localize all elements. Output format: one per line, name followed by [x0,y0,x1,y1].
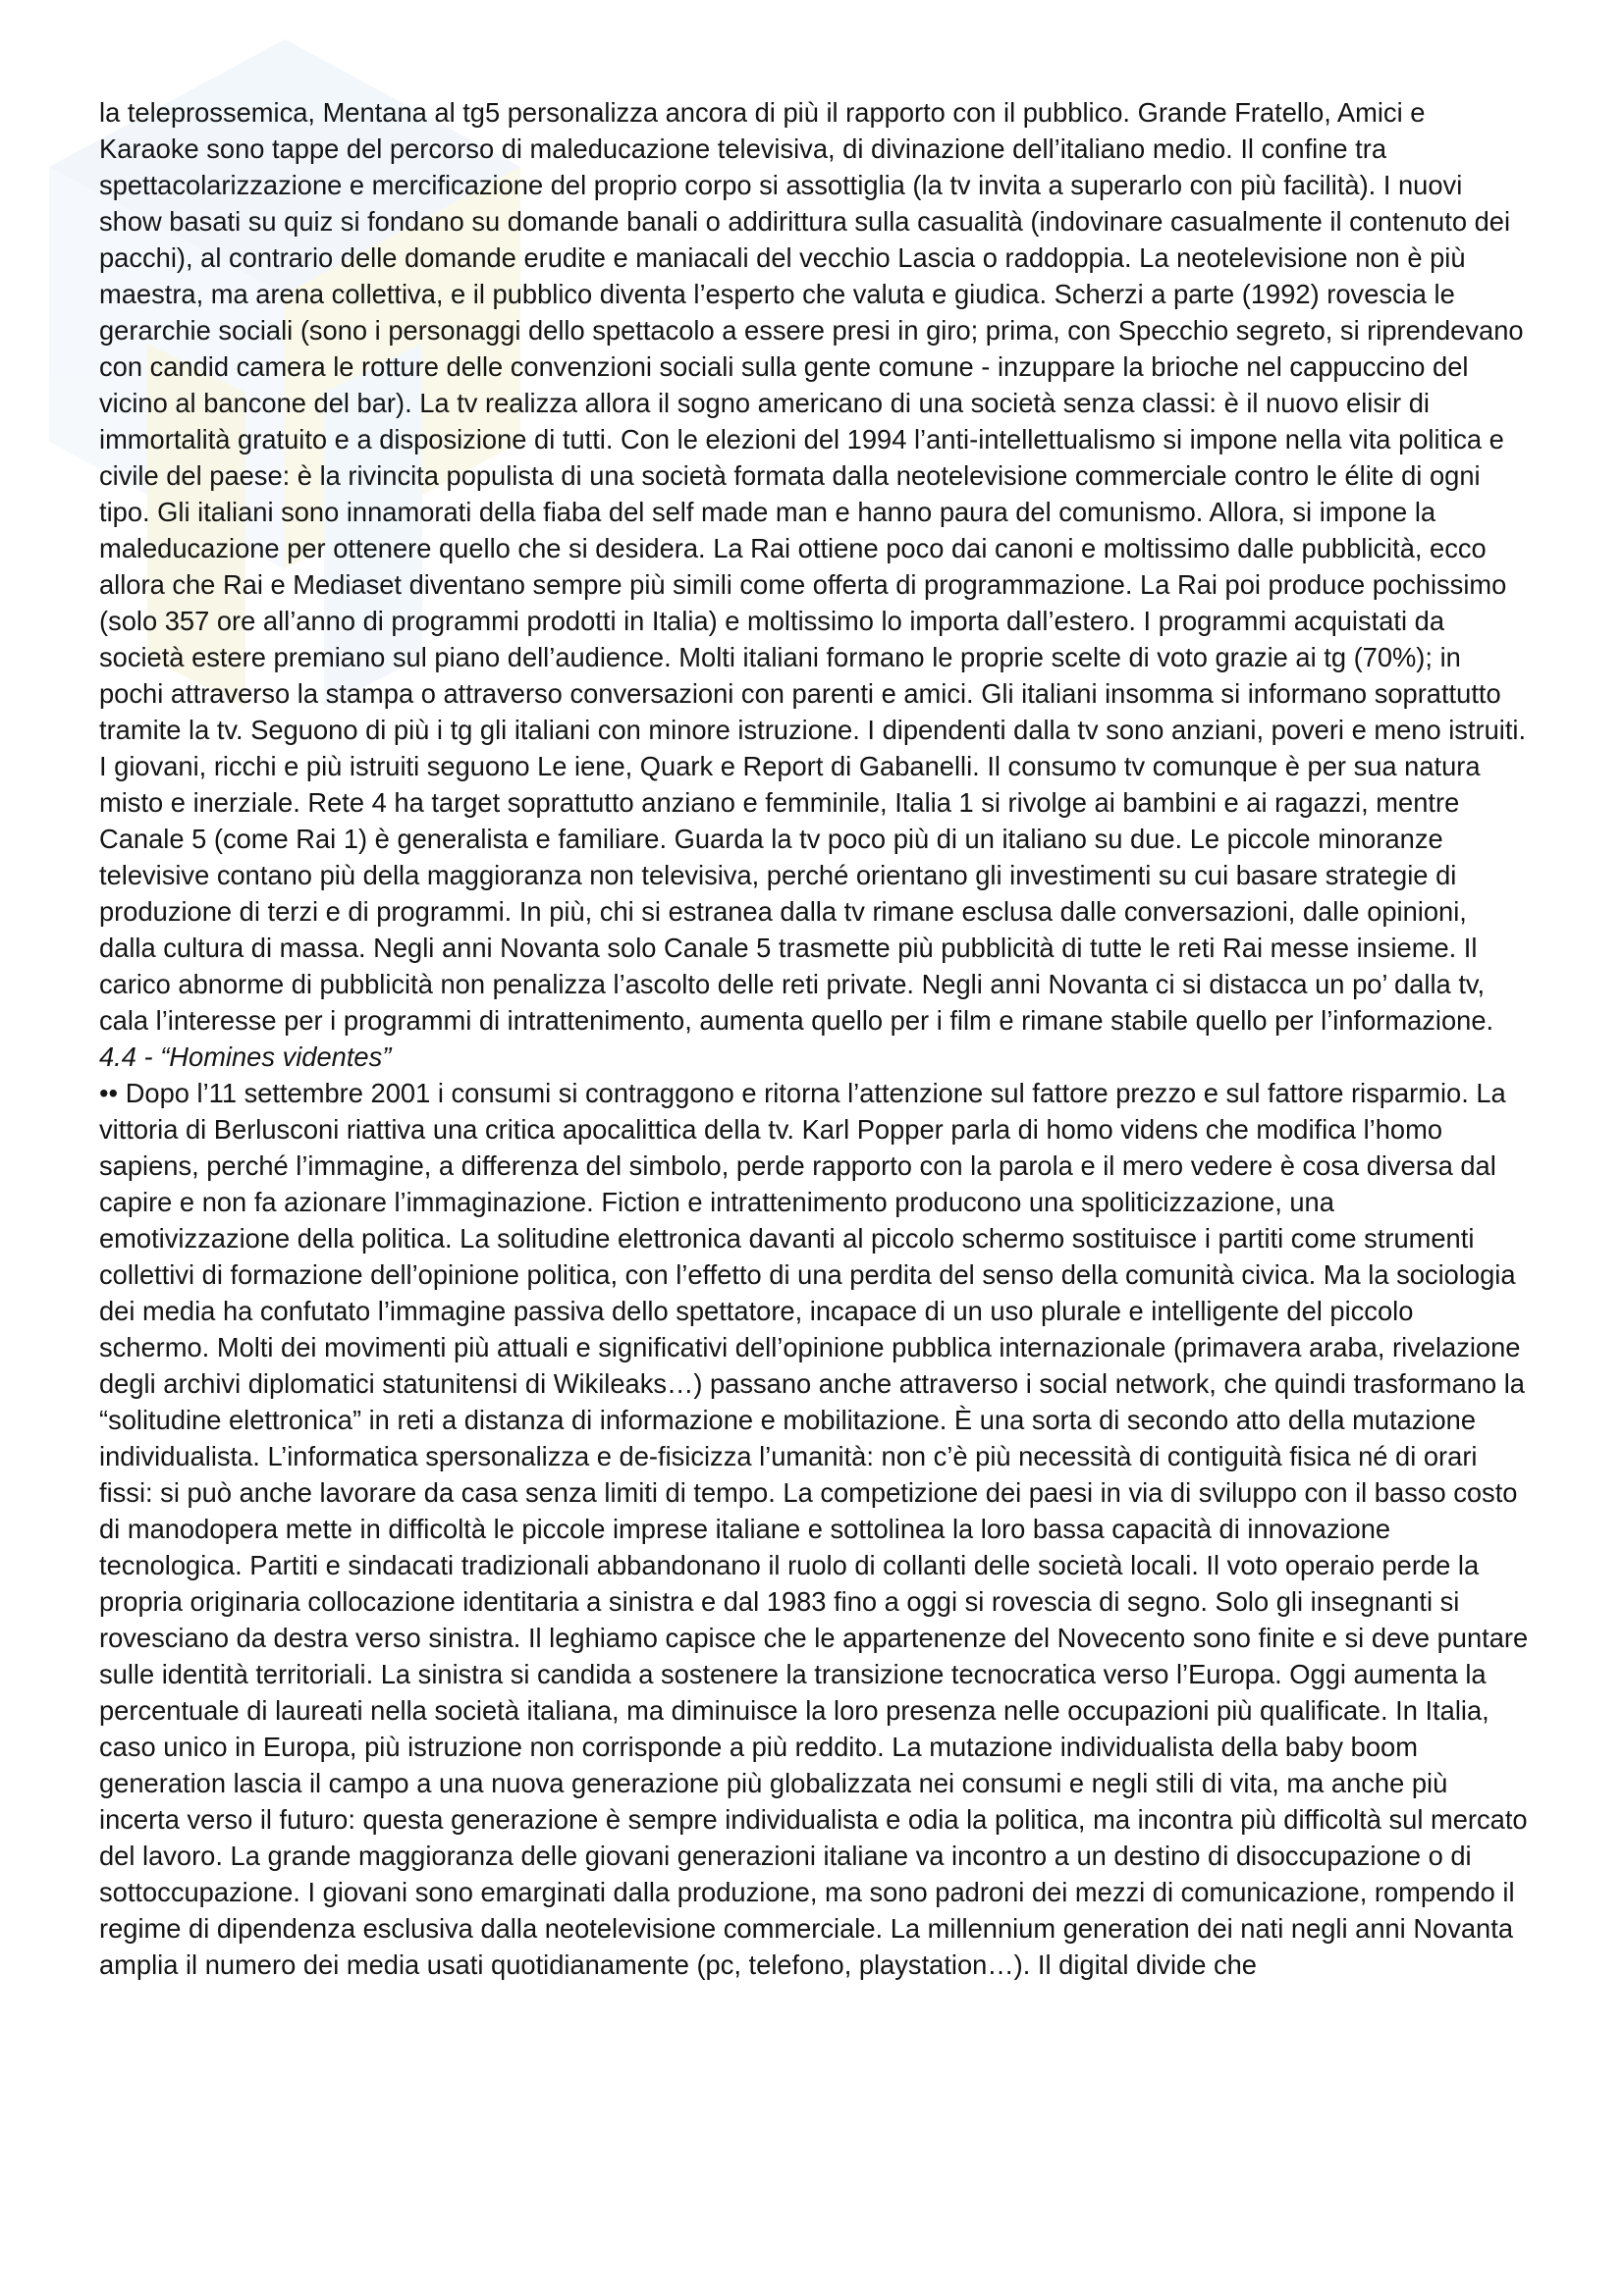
section-heading: 4.4 - “Homines videntes” [99,1041,392,1072]
body-paragraph: la teleprossemica, Mentana al tg5 personalizza ancora di più il rapporto con il pubblico. Grande Fratello, Amici e Karaoke sono tappe del percorso di maleducazione televisiva, di divinazione dell’italiano medio. Il confine tra spettacolarizzazione e mercificazione del proprio corpo si assottiglia (la tv invita a superarlo con più facilità). I nuovi show basati su quiz si fondano su domande banali o addirittura sulla casualità (indovinare casualmente il contenuto dei pacchi), al contrario delle domande erudite e maniacali del vecchio Lascia o raddoppia. La neotelevisione non è più maestra, ma arena collettiva, e il pubblico diventa l’esperto che valuta e giudica. Scherzi a parte (1992) rovescia le gerarchie sociali (sono i personaggi dello spettacolo a essere presi in giro; prima, con Specchio segreto, si riprendevano con candid camera le rotture delle convenzioni sociali sulla gente comune - inzuppare la brioche nel cappuccino del vicino al bancone del bar). La tv realizza allora il sogno americano di una società senza classi: è il nuovo elisir di immortalità gratuito e a disposizione di tutti. Con le elezioni del 1994 l’anti-intellettualismo si impone nella vita politica e civile del paese: è la rivincita populista di una società formata dalla neotelevisione commerciale contro le élite di ogni tipo. Gli italiani sono innamorati della fiaba del self made man e hanno paura del comunismo. Allora, si impone la maleducazione per ottenere quello che si desidera. La Rai ottiene poco dai canoni e moltissimo dalle pubblicità, ecco allora che Rai e Mediaset diventano sempre più simili come offerta di programmazione. La Rai poi produce pochissimo (solo 357 ore all’anno di programmi prodotti in Italia) e moltissimo lo importa dall’estero. I programmi acquistati da società estere premiano sul piano dell’audience. Molti italiani formano le proprie scelte di voto grazie ai tg (70%); in pochi attraverso la stampa o attraverso conversazioni con parenti e amici. Gli italiani insomma si informano soprattutto tramite la tv. Seguono di più i tg gli italiani con minore istruzione. I dipendenti dalla tv sono anziani, poveri e meno istruiti. I giovani, ricchi e più istruiti seguono Le iene, Quark e Report di Gabanelli. Il consumo tv comunque è per sua natura misto e inerziale. Rete 4 ha target soprattutto anziano e femminile, Italia 1 si rivolge ai bambini e ai ragazzi, mentre Canale 5 (come Rai 1) è generalista e familiare. Guarda la tv poco più di un italiano su due. Le piccole minoranze televisive contano più della maggioranza non televisiva, perché orientano gli investimenti su cui basare strategie di produzione di terzi e di programmi. In più, chi si estranea dalla tv rimane esclusa dalle conversazioni, dalle opinioni, dalla cultura di massa. Negli anni Novanta solo Canale 5 trasmette più pubblicità di tutte le reti Rai messe insieme. Il carico abnorme di pubblicità non penalizza l’ascolto delle reti private. Negli anni Novanta ci si distacca un po’ dalla tv, cala l’interesse per i programmi di intrattenimento, aumenta quello per i film e rimane stabile quello per l’informazione. [99,97,1527,1036]
body-paragraph: •• Dopo l’11 settembre 2001 i consumi si contraggono e ritorna l’attenzione sul fattore prezzo e sul fattore risparmio. La vittoria di Berlusconi riattiva una critica apocalittica della tv. Karl Popper parla di homo videns che modifica l’homo sapiens, perché l’immagine, a differenza del simbolo, perde rapporto con la parola e il mero vedere è cosa diversa dal capire e non fa azionare l’immaginazione. Fiction e intrattenimento producono una spoliticizzazione, una emotivizzazione della politica. La solitudine elettronica davanti al piccolo schermo sostituisce i partiti come strumenti collettivi di formazione dell’opinione politica, con l’effetto di una perdita del senso della comunità civica. Ma la sociologia dei media ha confutato l’immagine passiva dello spettatore, incapace di un uso plurale e intelligente del piccolo schermo. Molti dei movimenti più attuali e significativi dell’opinione pubblica internazionale (primavera araba, rivelazione degli archivi diplomatici statunitensi di Wikileaks…) passano anche attraverso i social network, che quindi trasformano la “solitudine elettronica” in reti a distanza di informazione e mobilitazione. È una sorta di secondo atto della mutazione individualista. L’informatica spersonalizza e de-fisicizza l’umanità: non c’è più necessità di contiguità fisica né di orari fissi: si può anche lavorare da casa senza limiti di tempo. La competizione dei paesi in via di sviluppo con il basso costo di manodopera mette in difficoltà le piccole imprese italiane e sottolinea la loro bassa capacità di innovazione tecnologica. Partiti e sindacati tradizionali abbandonano il ruolo di collanti delle società locali. Il voto operaio perde la propria originaria collocazione identitaria a sinistra e dal 1983 fino a oggi si rovescia di segno. Solo gli insegnanti si rovesciano da destra verso sinistra. Il leghiamo capisce che le appartenenze del Novecento sono finite e si deve puntare sulle identità territoriali. La sinistra si candida a sostenere la transizione tecnocratica verso l’Europa. Oggi aumenta la percentuale di laureati nella società italiana, ma diminuisce la loro presenza nelle occupazioni più qualificate. In Italia, caso unico in Europa, più istruzione non corrisponde a più reddito. La mutazione individualista della baby boom generation lascia il campo a una nuova generazione più globalizzata nei consumi e negli stili di vita, ma anche più incerta verso il futuro: questa generazione è sempre individualista e odia la politica, ma incontra più difficoltà sul mercato del lavoro. La grande maggioranza delle giovani generazioni italiane va incontro a un destino di disoccupazione o di sottoccupazione. I giovani sono emarginati dalla produzione, ma sono padroni dei mezzi di comunicazione, rompendo il regime di dipendenza esclusiva dalla neotelevisione commerciale. La millennium generation dei nati negli anni Novanta amplia il numero dei media usati quotidianamente (pc, telefono, playstation…). Il digital divide che [99,1078,1529,1980]
